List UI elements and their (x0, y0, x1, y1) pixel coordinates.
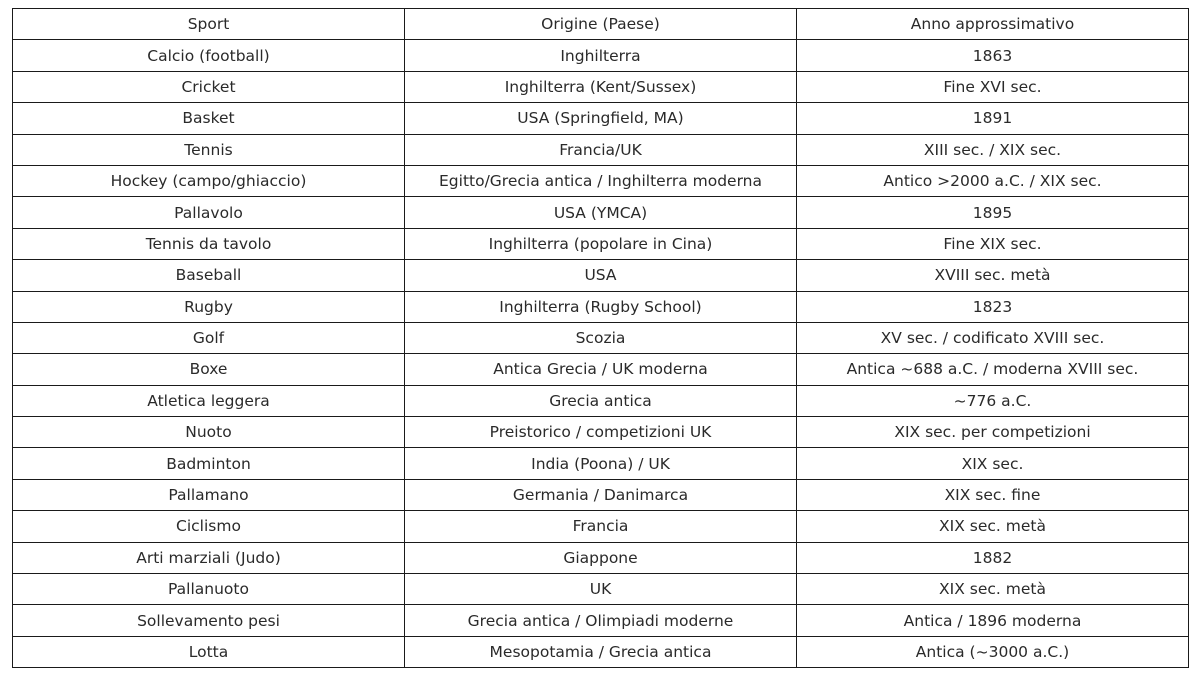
cell-year: XIX sec. metà (797, 574, 1189, 605)
cell-origin: Preistorico / competizioni UK (405, 417, 797, 448)
table-row (13, 636, 1189, 667)
table-body (13, 40, 1189, 668)
cell-year: Antica (~3000 a.C.) (797, 636, 1189, 667)
cell-year: 1895 (797, 197, 1189, 228)
header-year: Anno approssimativo (797, 9, 1189, 40)
table-row (13, 354, 1189, 385)
table-row (13, 542, 1189, 573)
table-row (13, 385, 1189, 416)
cell-origin: Inghilterra (Rugby School) (405, 291, 797, 322)
table-row (13, 134, 1189, 165)
cell-year: 1882 (797, 542, 1189, 573)
cell-origin: Egitto/Grecia antica / Inghilterra moderna (405, 165, 797, 196)
cell-origin: Grecia antica / Olimpiadi moderne (405, 605, 797, 636)
cell-year: XVIII sec. metà (797, 260, 1189, 291)
cell-sport: Ciclismo (13, 511, 405, 542)
cell-sport: Baseball (13, 260, 405, 291)
table-row (13, 479, 1189, 510)
cell-origin: Germania / Danimarca (405, 479, 797, 510)
table-row (13, 417, 1189, 448)
cell-origin: Antica Grecia / UK moderna (405, 354, 797, 385)
cell-year: XIX sec. per competizioni (797, 417, 1189, 448)
cell-origin: Mesopotamia / Grecia antica (405, 636, 797, 667)
header-sport: Sport (13, 9, 405, 40)
table-row (13, 165, 1189, 196)
cell-sport: Basket (13, 103, 405, 134)
cell-origin: Inghilterra (405, 40, 797, 71)
cell-year: XIX sec. (797, 448, 1189, 479)
cell-year: Antica ~688 a.C. / moderna XVIII sec. (797, 354, 1189, 385)
table-row (13, 40, 1189, 71)
cell-sport: Golf (13, 322, 405, 353)
cell-origin: Scozia (405, 322, 797, 353)
cell-sport: Tennis da tavolo (13, 228, 405, 259)
table-row (13, 322, 1189, 353)
cell-sport: Arti marziali (Judo) (13, 542, 405, 573)
cell-origin: Francia/UK (405, 134, 797, 165)
cell-origin: USA (YMCA) (405, 197, 797, 228)
header-origin: Origine (Paese) (405, 9, 797, 40)
table-row (13, 574, 1189, 605)
cell-sport: Hockey (campo/ghiaccio) (13, 165, 405, 196)
cell-origin: Inghilterra (Kent/Sussex) (405, 71, 797, 102)
cell-sport: Rugby (13, 291, 405, 322)
cell-year: Fine XVI sec. (797, 71, 1189, 102)
cell-sport: Pallamano (13, 479, 405, 510)
table-row (13, 103, 1189, 134)
cell-year: XIII sec. / XIX sec. (797, 134, 1189, 165)
cell-year: XIX sec. metà (797, 511, 1189, 542)
cell-origin: UK (405, 574, 797, 605)
cell-sport: Nuoto (13, 417, 405, 448)
cell-origin: Giappone (405, 542, 797, 573)
cell-sport: Cricket (13, 71, 405, 102)
cell-year: 1863 (797, 40, 1189, 71)
cell-year: Fine XIX sec. (797, 228, 1189, 259)
cell-origin: India (Poona) / UK (405, 448, 797, 479)
cell-origin: USA (405, 260, 797, 291)
cell-year: 1823 (797, 291, 1189, 322)
cell-year: XIX sec. fine (797, 479, 1189, 510)
table-row (13, 291, 1189, 322)
cell-sport: Pallanuoto (13, 574, 405, 605)
table-header-row (13, 9, 1189, 40)
cell-sport: Boxe (13, 354, 405, 385)
cell-sport: Badminton (13, 448, 405, 479)
table-row (13, 228, 1189, 259)
cell-origin: Inghilterra (popolare in Cina) (405, 228, 797, 259)
cell-year: Antico >2000 a.C. / XIX sec. (797, 165, 1189, 196)
cell-year: ~776 a.C. (797, 385, 1189, 416)
cell-sport: Tennis (13, 134, 405, 165)
table-row (13, 448, 1189, 479)
cell-year: XV sec. / codificato XVIII sec. (797, 322, 1189, 353)
cell-origin: Francia (405, 511, 797, 542)
cell-sport: Calcio (football) (13, 40, 405, 71)
table-row (13, 197, 1189, 228)
cell-sport: Lotta (13, 636, 405, 667)
table-row (13, 511, 1189, 542)
cell-sport: Sollevamento pesi (13, 605, 405, 636)
cell-year: 1891 (797, 103, 1189, 134)
table-row (13, 605, 1189, 636)
cell-year: Antica / 1896 moderna (797, 605, 1189, 636)
cell-sport: Pallavolo (13, 197, 405, 228)
cell-origin: Grecia antica (405, 385, 797, 416)
sports-origin-table (12, 8, 1189, 668)
table-row (13, 260, 1189, 291)
cell-origin: USA (Springfield, MA) (405, 103, 797, 134)
table-row (13, 71, 1189, 102)
cell-sport: Atletica leggera (13, 385, 405, 416)
